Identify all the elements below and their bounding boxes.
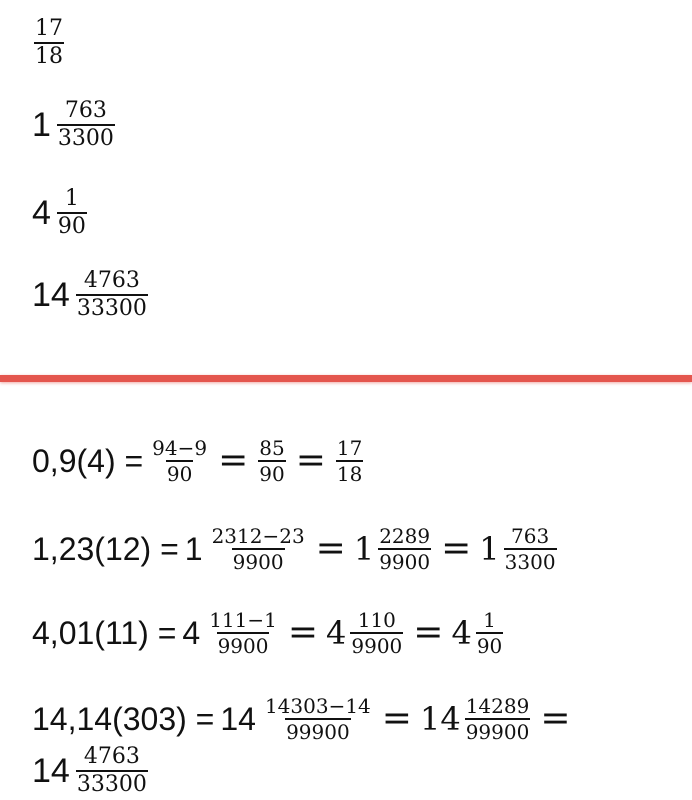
- fraction-numerator: 14303−14: [264, 694, 371, 718]
- equals-sign: =: [287, 612, 319, 653]
- fraction-denominator: 3300: [504, 550, 556, 574]
- fraction-denominator: 33300: [76, 296, 147, 321]
- answer-3: [32, 188, 89, 238]
- fraction-numerator: 2312−23: [211, 524, 305, 548]
- answer-4-fraction: [76, 270, 148, 320]
- step2-fraction: [465, 696, 531, 742]
- whole-part: 1: [184, 530, 203, 567]
- section-divider: [0, 375, 692, 382]
- fraction-numerator: 1: [64, 186, 79, 211]
- fraction-denominator: 90: [57, 214, 86, 239]
- step2-fraction: [378, 526, 431, 572]
- answer-2: [32, 100, 117, 150]
- fraction-denominator: 9900: [379, 550, 431, 574]
- fraction-denominator: 18: [35, 44, 63, 69]
- equals-sign: =: [295, 440, 326, 481]
- fraction-numerator: 111−1: [209, 608, 277, 632]
- solution-row-1: [32, 438, 365, 484]
- fraction-denominator: 9900: [232, 550, 284, 574]
- whole-part: 4: [182, 614, 201, 651]
- equals-sign: =: [315, 528, 346, 569]
- fraction-numerator: 763: [511, 524, 550, 548]
- fraction-denominator: 9900: [351, 634, 403, 658]
- fraction-numerator: 17: [35, 16, 63, 41]
- fraction-numerator: 4763: [83, 744, 140, 769]
- whole-part: 14: [220, 700, 256, 737]
- whole-part: 4: [326, 614, 347, 652]
- decimal-expression: 4,01(11) =: [32, 614, 177, 651]
- fraction-denominator: 99900: [465, 720, 530, 744]
- fraction-denominator: 18: [336, 462, 363, 486]
- whole-part: 1: [353, 530, 375, 568]
- result-fraction: [336, 438, 363, 484]
- fraction-denominator: 99900: [286, 720, 350, 744]
- whole-part: 14: [419, 700, 461, 738]
- equals-sign: =: [413, 612, 444, 653]
- fraction-denominator: 90: [166, 462, 193, 486]
- answer-1-fraction: [34, 18, 64, 68]
- step1-fraction: [211, 526, 306, 572]
- fraction-numerator: 763: [64, 98, 107, 123]
- decimal-expression: 14,14(303) =: [32, 700, 215, 737]
- step1-fraction: [208, 610, 278, 656]
- fraction-numerator: 110: [357, 608, 396, 632]
- solution-row-2: [32, 526, 559, 572]
- result-fraction: [76, 746, 148, 796]
- decimal-expression: 0,9(4) =: [32, 442, 144, 479]
- whole-part: 1: [479, 530, 500, 568]
- equals-sign: =: [218, 440, 249, 481]
- decimal-expression: 1,23(12) =: [32, 530, 179, 567]
- fraction-denominator: 3300: [57, 126, 114, 151]
- answer-4: [32, 270, 150, 320]
- equals-sign: =: [441, 528, 472, 569]
- fraction-denominator: 90: [259, 462, 285, 486]
- equals-sign: =: [381, 698, 412, 739]
- answer-3-fraction: [57, 188, 87, 238]
- result-fraction: [476, 610, 503, 656]
- result-fraction: [504, 526, 557, 572]
- step1-fraction: [151, 438, 208, 484]
- answer-2-whole: 1: [32, 106, 51, 144]
- fraction-numerator: 4763: [83, 268, 140, 293]
- answer-4-whole: 14: [32, 276, 70, 314]
- step2-fraction: [258, 438, 285, 484]
- equals-sign: =: [540, 698, 571, 739]
- fraction-numerator: 14289: [465, 694, 530, 718]
- answer-3-whole: 4: [32, 194, 51, 232]
- whole-part: 14: [32, 752, 70, 790]
- fraction-denominator: 90: [476, 634, 503, 658]
- step2-fraction: [350, 610, 403, 656]
- solution-row-4: [32, 696, 578, 742]
- solution-row-3: [32, 610, 505, 656]
- whole-part: 4: [451, 614, 472, 652]
- step1-fraction: [264, 696, 372, 742]
- fraction-denominator: 9900: [217, 634, 269, 658]
- fraction-numerator: 2289: [379, 524, 431, 548]
- fraction-numerator: 1: [483, 608, 496, 632]
- fraction-denominator: 33300: [76, 772, 147, 797]
- answer-2-fraction: [57, 100, 115, 150]
- fraction-numerator: 85: [259, 436, 285, 460]
- fraction-numerator: 94−9: [152, 436, 208, 460]
- fraction-numerator: 17: [336, 436, 363, 460]
- answer-1: [32, 18, 66, 68]
- solution-row-4-continued: [32, 746, 150, 796]
